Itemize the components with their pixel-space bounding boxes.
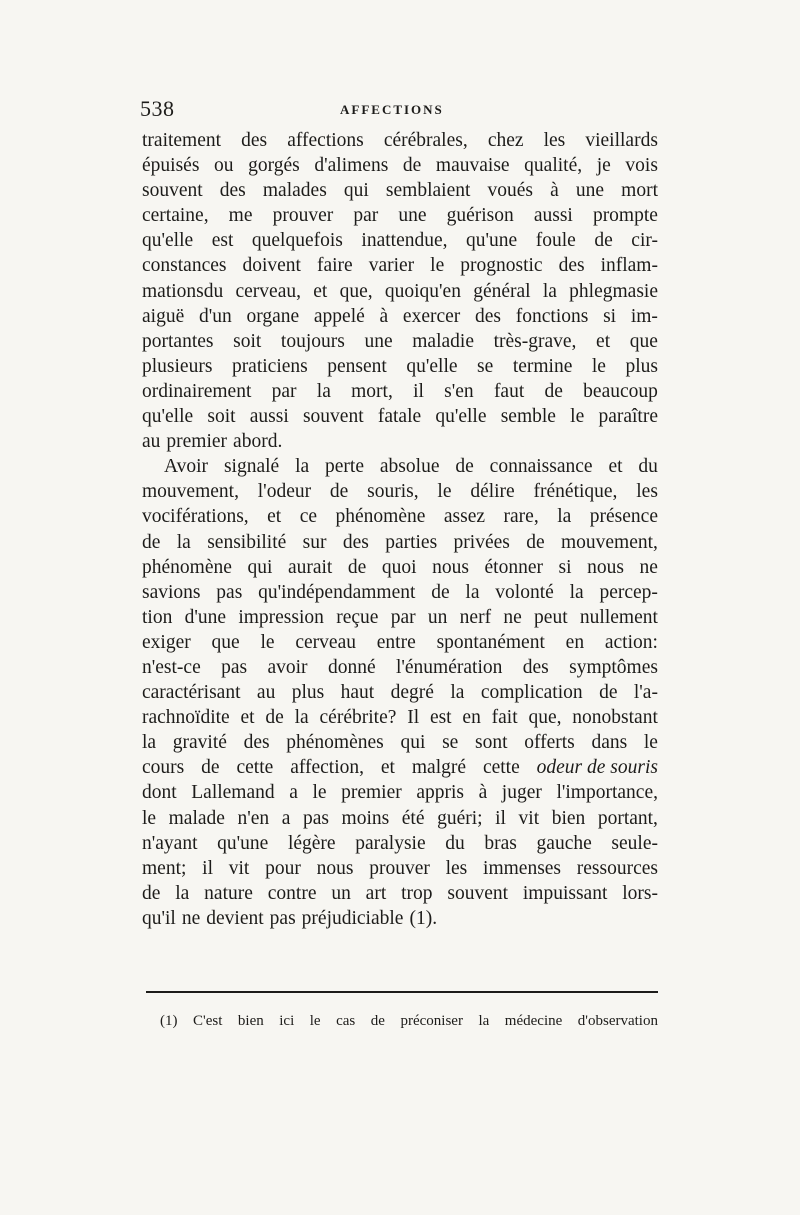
text-line: qu'elle soit aussi souvent fatale qu'elle semble le paraître [142, 406, 658, 428]
text-line: qu'elle est quelquefois inattendue, qu'une foule de cir- [142, 230, 658, 252]
text-line: mouvement, l'odeur de souris, le délire frénétique, les [142, 481, 658, 503]
text-line: de la sensibilité sur des parties privées de mouvement, [142, 531, 658, 553]
text-line: exiger que le cerveau entre spontanément en action: [142, 631, 658, 653]
text-line: Avoir signalé la perte absolue de connaissance et du [164, 456, 658, 478]
running-title: AFFECTIONS [340, 102, 444, 117]
text-line: épuisés ou gorgés d'alimens de mauvaise qualité, je vois [142, 155, 658, 177]
text-line: dont Lallemand a le premier appris à juger l'importance, [142, 782, 658, 804]
footnote-rule [146, 991, 658, 993]
text-line: vociférations, et ce phénomène assez rare, la présence [142, 506, 658, 528]
text-line: plusieurs praticiens pensent qu'elle se termine le plus [142, 355, 658, 377]
text-line: caractérisant au plus haut degré la complication de l'a- [142, 682, 658, 704]
text-line: aiguë d'un organe appelé à exercer des fonctions si im- [142, 305, 658, 327]
text-line: la gravité des phénomènes qui se sont offerts dans le [142, 732, 658, 754]
body-text [142, 128, 658, 931]
text-line: cours de cette affection, et malgré cette odeur de souris [142, 755, 658, 780]
text-line: n'est-ce pas avoir donné l'énumération des symptômes [142, 656, 658, 678]
text-line: portantes soit toujours une maladie très-grave, et que [142, 330, 658, 352]
text-line: le malade n'en a pas moins été guéri; il vit bien portant, [142, 807, 658, 829]
text-line: souvent des malades qui semblaient voués à une mort [142, 180, 658, 202]
text-line: certaine, me prouver par une guérison aussi prompte [142, 205, 658, 227]
italic-phrase: odeur de souris [536, 757, 658, 779]
text-line: rachnoïdite et de la cérébrite? Il est en fait que, nonobstant [142, 707, 658, 729]
text-line: constances doivent faire varier le prognostic des inflam- [142, 255, 658, 277]
text-line: n'ayant qu'une légère paralysie du bras gauche seule- [142, 832, 658, 854]
text-line: savions pas qu'indépendamment de la volonté la percep- [142, 581, 658, 603]
paragraph-1 [142, 128, 658, 454]
text-line: phénomène qui aurait de quoi nous étonner si nous ne [142, 556, 658, 578]
text-line: ment; il vit pour nous prouver les immenses ressources [142, 857, 658, 879]
page-header [140, 96, 660, 126]
text-line: tion d'une impression reçue par un nerf ne peut nullement [142, 606, 658, 628]
text-line: qu'il ne devient pas préjudiciable (1). [142, 907, 438, 929]
page-number: 538 [140, 96, 175, 121]
text-line: ordinairement par la mort, il s'en faut de beaucoup [142, 380, 658, 402]
text-line: au premier abord. [142, 431, 283, 453]
text-line: traitement des affections cérébrales, chez les vieillards [142, 130, 658, 151]
footnote: (1) C'est bien ici le cas de préconiser la médecine d'observation [160, 1013, 658, 1029]
text-line: de la nature contre un art trop souvent impuissant lors- [142, 882, 658, 904]
text-line: mationsdu cerveau, et que, quoiqu'en général la phlegmasie [142, 280, 658, 302]
paragraph-2 [142, 454, 658, 931]
